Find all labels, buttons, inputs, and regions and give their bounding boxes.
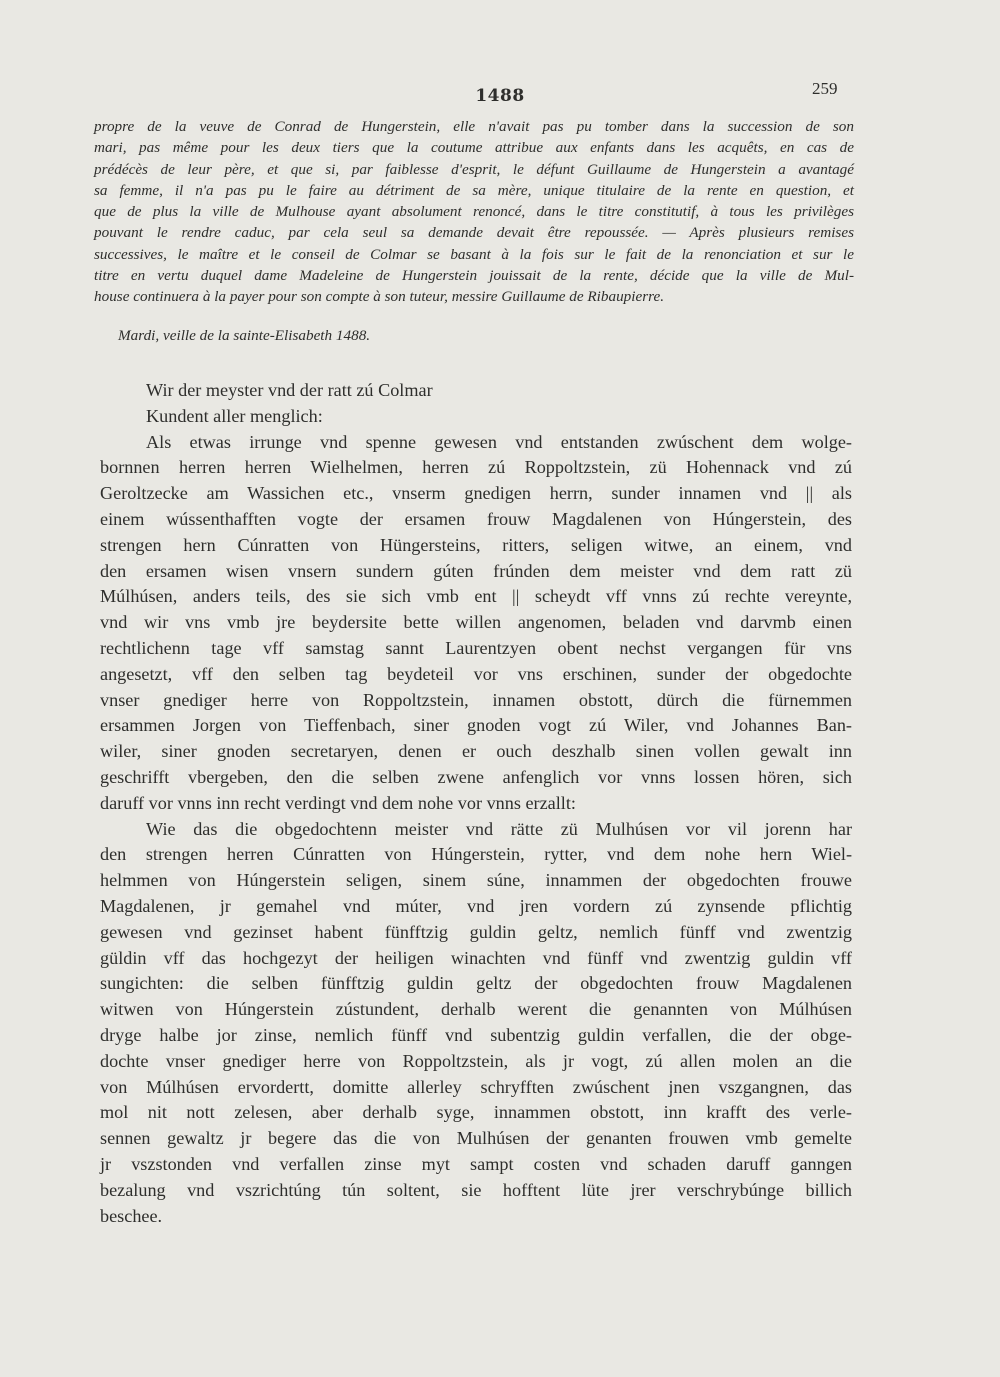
- charter-line: sennen gewaltz jr begere das die von Mulhúsen der genanten frouwen vmb gemelte: [100, 1128, 852, 1149]
- charter-line: Kundent aller menglich:: [146, 405, 323, 426]
- charter-line: vnser gnediger herre von Roppoltzstein, innamen obstott, dürch die fürnemmen: [100, 689, 852, 710]
- charter-line: geschrifft vbergeben, den die selben zwene anfenglich vor vnns lossen hören, sich: [100, 766, 852, 787]
- charter-line: helmmen von Húngerstein seligen, sinem súne, innammen der obgedochten frouwe: [100, 870, 852, 891]
- charter-line: bornnen herren herren Wielhelmen, herren zú Roppoltzstein, zü Hohennack vnd zú: [100, 457, 852, 478]
- charter-line: strengen hern Cúnratten von Hüngersteins, ritters, seligen witwe, an einem, vnd: [100, 534, 852, 555]
- charter-line: Geroltzecke am Wassichen etc., vnserm gnedigen herrn, sunder innamen vnd || als: [100, 483, 852, 504]
- charter-line: dochte vnser gnediger herre von Roppoltzstein, als jr vogt, zú allen molen an die: [100, 1050, 852, 1071]
- charter-line: gewesen vnd gezinset habent fünfftzig guldin geltz, nemlich fünff vnd zwentzig: [100, 921, 852, 942]
- charter-line: vnd wir vns vmb jre beydersite bette willen angenomen, beladen vnd darvmb einen: [100, 612, 852, 633]
- charter-line: angesetzt, vff den selben tag beydeteil vor vns erschinen, sunder der obgedochte: [100, 663, 852, 684]
- summary-line: mari, pas même pour les deux tiers que la coutume attribue aux enfants dans les acquêts, en cas de: [94, 139, 854, 157]
- page-number: 259: [812, 79, 838, 98]
- charter-line: sungichten: die selben fünfftzig guldin geltz der obgedochten frouw Magdalenen: [100, 973, 852, 994]
- charter-text: [100, 378, 852, 1229]
- charter-line: güldin vff das hochgezyt der heiligen winachten vnd fünff vnd zwentzig guldin vff: [100, 947, 852, 968]
- charter-line: jr vszstonden vnd verfallen zinse myt sampt costen vnd schaden daruff ganngen: [100, 1153, 852, 1174]
- charter-line: dryge halbe jor zinse, nemlich fünff vnd subentzig guldin verfallen, die der obge-: [100, 1024, 852, 1045]
- summary-line: successives, le maître et le conseil de Colmar se basant à la fois sur le fait de la renonciation et sur le: [94, 245, 854, 263]
- charter-line: rechtlichenn tage vff samstag sannt Laurentzyen obent nechst vergangen für vns: [100, 637, 852, 658]
- document-date: Mardi, veille de la sainte-Elisabeth 1488.: [118, 327, 371, 344]
- charter-line: mol nit nott zelesen, aber derhalb syge, innammen obstott, inn krafft des verle-: [100, 1102, 852, 1123]
- summary-line: house continuera à la payer pour son compte à son tuteur, messire Guillaume de Ribaupierre.: [94, 288, 665, 306]
- charter-line: witwen von Húngerstein zústundent, derhalb werent die genannten von Múlhúsen: [100, 999, 852, 1020]
- summary-line: pouvant le rendre caduc, par cela seul sa demande devait être repoussée. — Après plusieurs remises: [94, 224, 854, 242]
- charter-line: Wir der meyster vnd der ratt zú Colmar: [146, 380, 433, 400]
- charter-line: beschee.: [100, 1205, 163, 1226]
- charter-line: von Múlhúsen ervordertt, domitte allerley schryfften zwúschent jnen vszgangnen, das: [100, 1076, 852, 1097]
- charter-line: Múlhúsen, anders teils, des sie sich vmb ent || scheydt vff vnns zú rechte vereynte,: [100, 586, 852, 607]
- summary-line: prédécès de leur père, et que si, par faiblesse d'esprit, le défunt Guillaume de Hungerstein a avantagé: [94, 160, 854, 178]
- charter-line: ersammen Jorgen von Tieffenbach, siner gnoden vogt zú Wiler, vnd Johannes Ban-: [100, 715, 852, 736]
- summary-line: sa femme, il n'a pas pu le faire au détriment de sa mère, unique titulaire de la rente en question, et: [94, 181, 854, 199]
- charter-line: daruff vor vnns inn recht verdingt vnd dem nohe vor vnns erzallt:: [100, 792, 576, 813]
- charter-line: einem wússenthafften vogte der ersamen frouw Magdalenen von Húngerstein, des: [100, 508, 852, 529]
- charter-line: wiler, siner gnoden secretaryen, denen er ouch deszhalb sinen vollen gewalt inn: [100, 741, 852, 762]
- summary-line: titre en vertu duquel dame Madeleine de Hungerstein jouissait de la rente, décide que la ville de Mul-: [94, 267, 854, 285]
- charter-line: bezalung vnd vszrichtúng tún soltent, sie hofftent lüte jrer verschrybúnge billich: [100, 1179, 852, 1200]
- page-header-year: 1488: [475, 86, 525, 106]
- charter-line: Als etwas irrunge vnd spenne gewesen vnd entstanden zwúschent dem wolge-: [146, 431, 852, 452]
- charter-line: den ersamen wisen vnsern sundern gúten frúnden dem meister vnd dem ratt zü: [100, 560, 852, 581]
- summary-line: propre de la veuve de Conrad de Hungerstein, elle n'avait pas pu tomber dans la succession de son: [94, 118, 854, 135]
- charter-line: Wie das die obgedochtenn meister vnd rätte zü Mulhúsen vor vil jorenn har: [146, 818, 852, 839]
- charter-line: Magdalenen, jr gemahel vnd múter, vnd jren vordern zú zynsende pflichtig: [100, 895, 852, 916]
- french-summary: [94, 116, 854, 308]
- charter-line: den strengen herren Cúnratten von Húngerstein, rytter, vnd dem nohe hern Wiel-: [100, 844, 852, 865]
- summary-line: que de plus la ville de Mulhouse ayant absolument renoncé, dans le titre constitutif, à tous les privilèges: [94, 203, 854, 221]
